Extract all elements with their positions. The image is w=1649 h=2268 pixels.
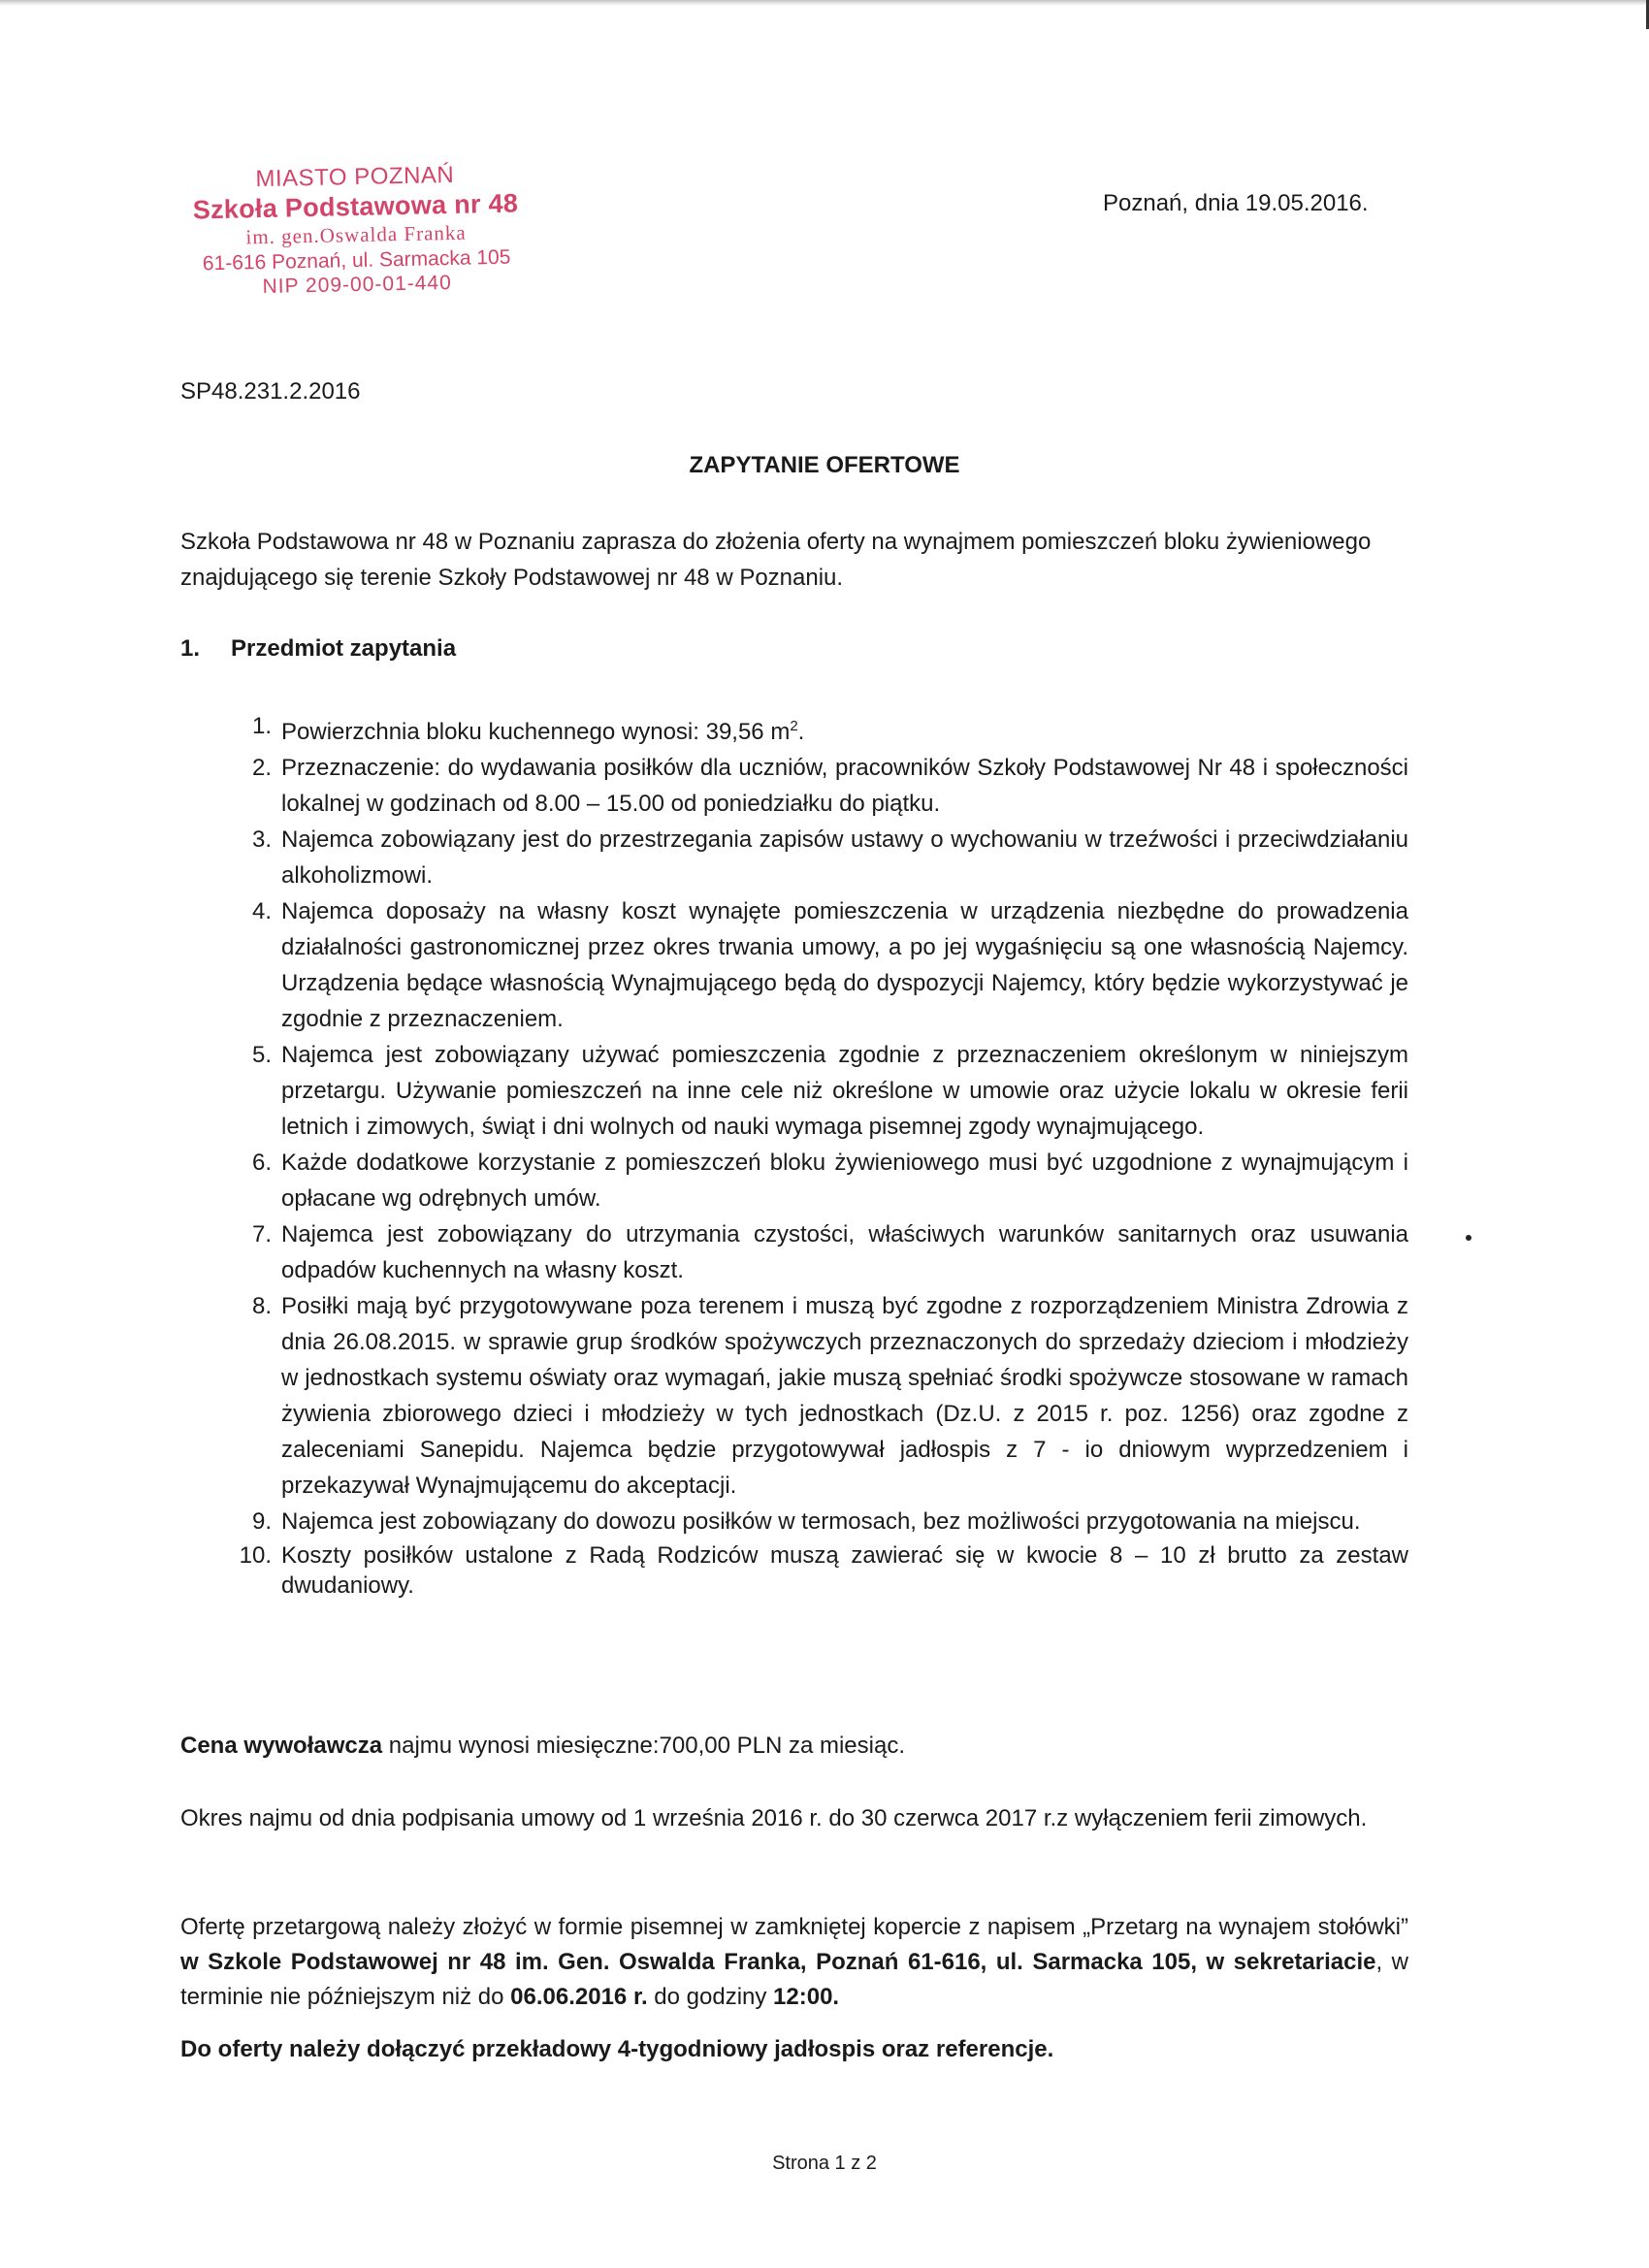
list-item: 2. Przeznaczenie: do wydawania posiłków dla uczniów, pracowników Szkoły Podstawowej Nr 48 i społeczności lokalnej w godzinach od 8.00 – 15.00 od poniedziałku do piątku. xyxy=(251,755,1408,817)
stamp-city: MIASTO POZNAŃ xyxy=(255,161,455,193)
offer-submission: Ofertę przetargową należy złożyć w formie pisemnej w zamkniętej kopercie z napisem „Przetarg na wynajem stołówki” w Szkole Podstawowej nr 48 im. Gen. Oswalda Franka, Poznań 61-616, ul. Sarmacka 105, w sekretariacie, w terminie nie późniejszym niż do 06.06.2016 r. do godziny 12:00. xyxy=(180,1914,1408,2010)
rental-period: Okres najmu od dnia podpisania umowy od 1 września 2016 r. do 30 czerwca 2017 r.z wyłączeniem ferii zimowych. xyxy=(180,1805,1368,1831)
list-item: 3. Najemca zobowiązany jest do przestrzegania zapisów ustawy o wychowaniu w trzeźwości i przeciwdziałaniu alkoholizmowi. xyxy=(251,826,1408,889)
page-number: Strona 1 z 2 xyxy=(772,2153,877,2174)
deadline-date: 06.06.2016 r. xyxy=(510,1984,648,2010)
scan-top-edge xyxy=(0,0,1649,6)
stamp-nip: NIP 209-00-01-440 xyxy=(262,272,453,299)
intro-paragraph: Szkoła Podstawowa nr 48 w Poznaniu zaprasza do złożenia oferty na wynajmem pomieszczeń bloku żywieniowego znajdującego się terenie Szkoły Podstawowej nr 48 w Poznaniu. xyxy=(180,529,1372,591)
starting-price-text: najmu wynosi miesięczne:700,00 PLN za miesiąc. xyxy=(382,1733,905,1759)
stamp-address: 61-616 Poznań, ul. Sarmacka 105 xyxy=(202,245,511,275)
requirements-list xyxy=(229,708,1408,1604)
section-title: Przedmiot zapytania xyxy=(231,635,457,662)
place-and-date: Poznań, dnia 19.05.2016. xyxy=(1103,190,1369,216)
stamp-school-name: Szkoła Podstawowa nr 48 xyxy=(192,188,519,225)
stamp-patron: im. gen.Oswalda Franka xyxy=(245,220,467,249)
reference-number: SP48.231.2.2016 xyxy=(180,378,361,405)
list-item: 1. Powierzchnia bloku kuchennego wynosi: 39,56 $m^2$. xyxy=(251,713,805,745)
attachments-note: Do oferty należy dołączyć przekładowy 4-tygodniowy jadłospis oraz referencje. xyxy=(180,2036,1054,2062)
school-stamp xyxy=(176,159,537,302)
list-item: 10. Koszty posiłków ustalone z Radą Rodziców muszą zawierać się w kwocie 8 – 10 zł brutto za zestaw dwudaniowy. xyxy=(239,1542,1408,1599)
document-title: ZAPYTANIE OFERTOWE xyxy=(689,452,960,478)
starting-price-label: Cena wywoławcza xyxy=(180,1733,383,1759)
section-number: 1. xyxy=(180,635,201,662)
list-item: 8. Posiłki mają być przygotowywane poza terenem i muszą być zgodne z rozporządzeniem Ministra Zdrowia z dnia 26.08.2015. w sprawie grup środków spożywczych przeznaczonych do sprzedaży dzieciom i młodzieży w jednostkach systemu oświaty oraz wymagań, jakie muszą spełniać środki spożywcze stosowane w ramach żywienia zbiorowego dzieci i młodzieży w tych jednostkach (Dz.U. z 2015 r. poz. 1256) oraz zgodne z zaleceniami Sanepidu. Najemca będzie przygotowywał jadłospis z 7 - io dniowym wyprzedzeniem i przekazywał Wynajmującemu do akceptacji. xyxy=(251,1293,1408,1499)
list-item: 4. Najemca doposaży na własny koszt wynajęte pomieszczenia w urządzenia niezbędne do prowadzenia działalności gastronomicznej przez okres trwania umowy, a po jej wygaśnięciu są one własnością Najemcy. Urządzenia będące własnością Wynajmującego będą do dyspozycji Najemcy, który będzie wykorzystywać je zgodnie z przeznaczeniem. xyxy=(251,898,1408,1032)
starting-price xyxy=(180,1728,1408,1764)
submission-address: w Szkole Podstawowej nr 48 im. Gen. Oswalda Franka, Poznań 61-616, ul. Sarmacka 105, w sekretariacie xyxy=(180,1949,1376,1975)
list-item: 9. Najemca jest zobowiązany do dowozu posiłków w termosach, bez możliwości przygotowania na miejscu. xyxy=(251,1508,1361,1535)
list-item: 5. Najemca jest zobowiązany używać pomieszczenia zgodnie z przeznaczeniem określonym w niniejszym przetargu. Używanie pomieszczeń na inne cele niż określone w umowie oraz użycie lokalu w okresie ferii letnich i zimowych, świąt i dni wolnych od nauki wymaga pisemnej zgody wynajmującego. xyxy=(251,1042,1408,1140)
list-item: 7. Najemca jest zobowiązany do utrzymania czystości, właściwych warunków sanitarnych oraz usuwania odpadów kuchennych na własny koszt. xyxy=(251,1221,1408,1283)
deadline-time: 12:00. xyxy=(773,1984,840,2010)
scan-speck xyxy=(1466,1235,1471,1241)
list-item: 6. Każde dodatkowe korzystanie z pomieszczeń bloku żywieniowego musi być uzgodnione z wynajmującym i opłacane wg odrębnych umów. xyxy=(251,1150,1408,1212)
section-heading xyxy=(180,635,456,663)
